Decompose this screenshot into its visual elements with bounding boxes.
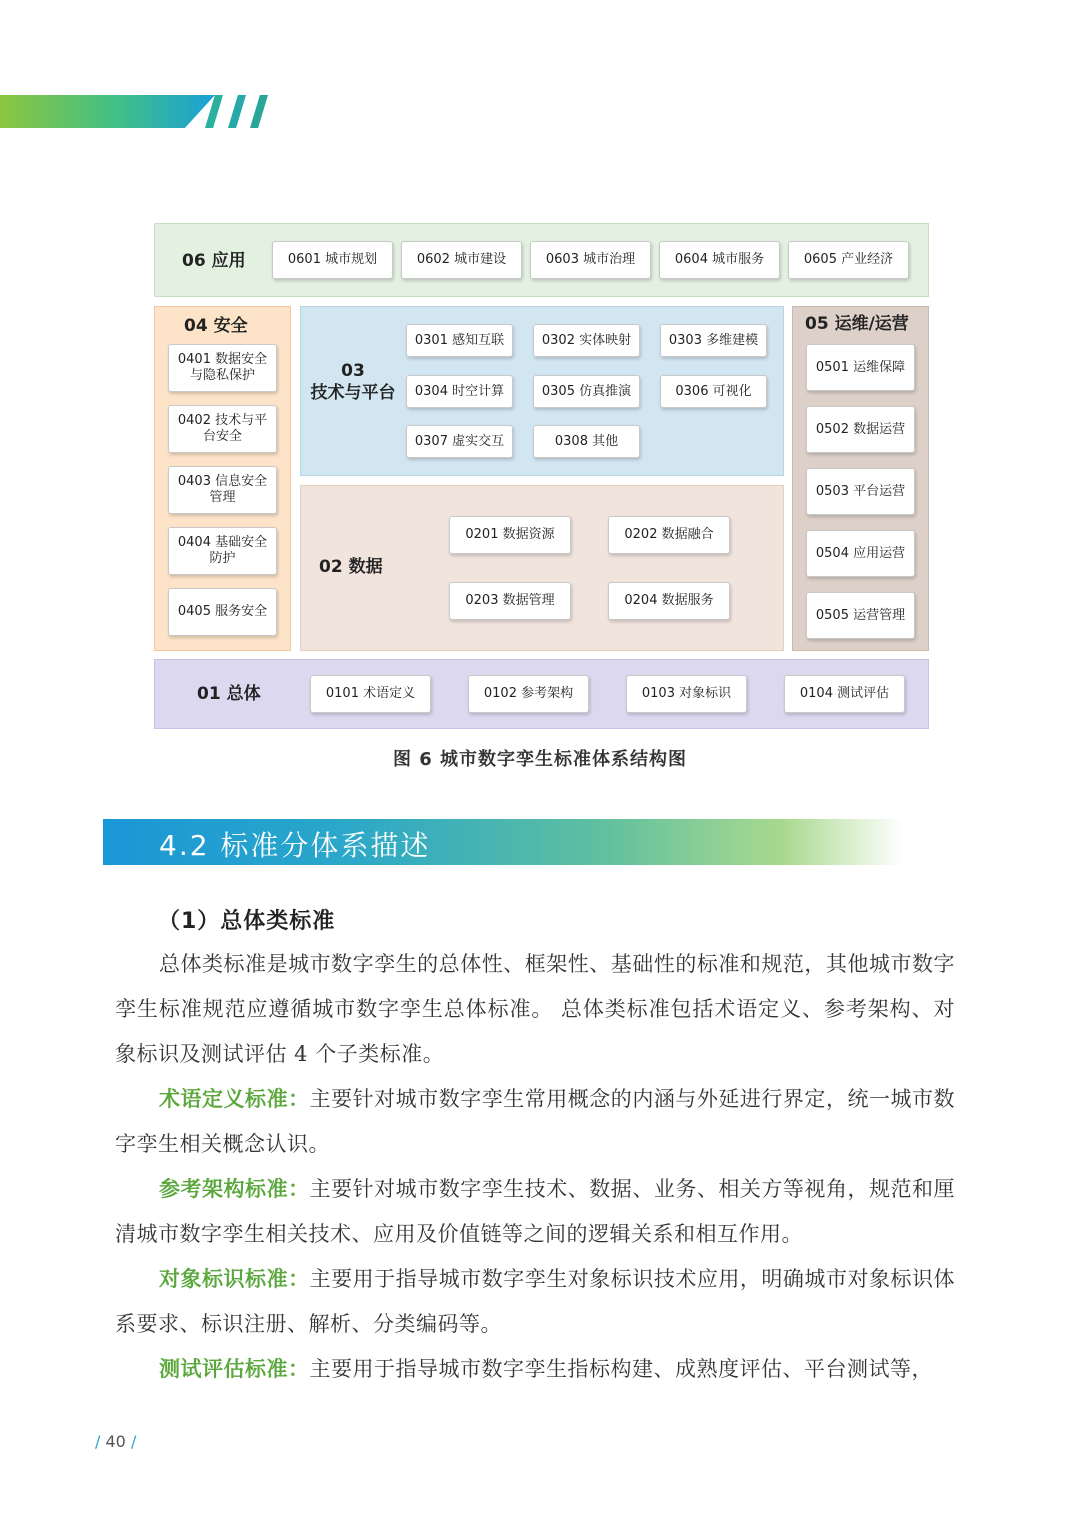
box-0304: 0304 时空计算: [406, 375, 513, 408]
box-0604: 0604 城市服务: [659, 241, 780, 279]
box-0501: 0501 运维保障: [806, 344, 915, 391]
box-0306: 0306 可视化: [660, 375, 767, 408]
section-01-title: 01 总体: [197, 684, 261, 704]
term-reference-architecture: 参考架构标准：: [159, 1177, 310, 1201]
box-0202: 0202 数据融合: [608, 516, 730, 554]
box-0505: 0505 运营管理: [806, 592, 915, 639]
box-0502: 0502 数据运营: [806, 406, 915, 453]
box-0102: 0102 参考架构: [468, 675, 589, 713]
page-number: [95, 1432, 136, 1451]
box-0401: 0401 数据安全与隐私保护: [168, 344, 277, 392]
page-slash-right: /: [130, 1432, 137, 1451]
section-heading-text: 4.2 标准分体系描述: [159, 829, 431, 862]
text-terminology: 主要针对城市数字孪生常用概念的内涵与外延进行界定，统一城市数字孪生相关概念认识。: [115, 1087, 956, 1156]
box-0404: 0404 基础安全防护: [168, 527, 277, 575]
box-0104: 0104 测试评估: [784, 675, 905, 713]
page-slash-left: /: [95, 1432, 101, 1451]
paragraph-test-evaluation: [115, 1347, 955, 1392]
body-text: [115, 942, 955, 1392]
figure-caption: 图 6 城市数字孪生标准体系结构图: [392, 749, 688, 770]
box-0203: 0203 数据管理: [449, 582, 571, 620]
section-03-title-name: 技术与平台: [310, 383, 396, 403]
section-06-title: 06 应用: [182, 251, 246, 271]
text-object-identification: 主要用于指导城市数字孪生对象标识技术应用，明确城市对象标识体系要求、标识注册、解析、分类编码等。: [115, 1267, 956, 1336]
paragraph-intro: 总体类标准是城市数字孪生的总体性、框架性、基础性的标准和规范，其他城市数字孪生标准规范应遵循城市数字孪生总体标准。 总体类标准包括术语定义、参考架构、对象标识及测试评估 4 个子类标准。: [115, 952, 955, 1066]
box-0307: 0307 虚实交互: [406, 425, 513, 458]
box-0204: 0204 数据服务: [608, 582, 730, 620]
section-04-title: 04 安全: [184, 316, 248, 336]
box-0402: 0402 技术与平台安全: [168, 405, 277, 453]
box-0301: 0301 感知互联: [406, 324, 513, 357]
box-0602: 0602 城市建设: [401, 241, 522, 279]
standards-structure-diagram: [0, 0, 1080, 740]
box-0603: 0603 城市治理: [530, 241, 651, 279]
box-0601: 0601 城市规划: [272, 241, 393, 279]
box-0605: 0605 产业经济: [788, 241, 909, 279]
box-0101: 0101 术语定义: [310, 675, 431, 713]
box-0504: 0504 应用运营: [806, 530, 915, 577]
paragraph-object-identification: [115, 1257, 955, 1347]
text-test-evaluation: 主要用于指导城市数字孪生指标构建、成熟度评估、平台测试等，: [309, 1357, 933, 1381]
box-0303: 0303 多维建模: [660, 324, 767, 357]
box-0305: 0305 仿真推演: [533, 375, 640, 408]
page-number-value: 40: [105, 1432, 126, 1451]
subheading: （1）总体类标准: [158, 909, 336, 934]
paragraph-terminology: [115, 1077, 955, 1167]
box-0103: 0103 对象标识: [626, 675, 747, 713]
section-03-title-number: 03: [341, 361, 365, 381]
box-0405: 0405 服务安全: [168, 588, 277, 636]
text-reference-architecture: 主要针对城市数字孪生技术、数据、业务、相关方等视角，规范和厘清城市数字孪生相关技术、应用及价值链等之间的逻辑关系和相互作用。: [115, 1177, 956, 1246]
term-object-identification: 对象标识标准：: [159, 1267, 310, 1291]
term-terminology: 术语定义标准：: [159, 1087, 310, 1111]
section-heading-bar: [103, 819, 903, 865]
box-0302: 0302 实体映射: [533, 324, 640, 357]
section-05-title: 05 运维/运营: [805, 314, 909, 334]
paragraph-reference-architecture: [115, 1167, 955, 1257]
section-02-title: 02 数据: [319, 557, 383, 577]
box-0308: 0308 其他: [533, 425, 640, 458]
box-0503: 0503 平台运营: [806, 468, 915, 515]
box-0403: 0403 信息安全管理: [168, 466, 277, 514]
box-0201: 0201 数据资源: [449, 516, 571, 554]
term-test-evaluation: 测试评估标准：: [159, 1357, 310, 1381]
